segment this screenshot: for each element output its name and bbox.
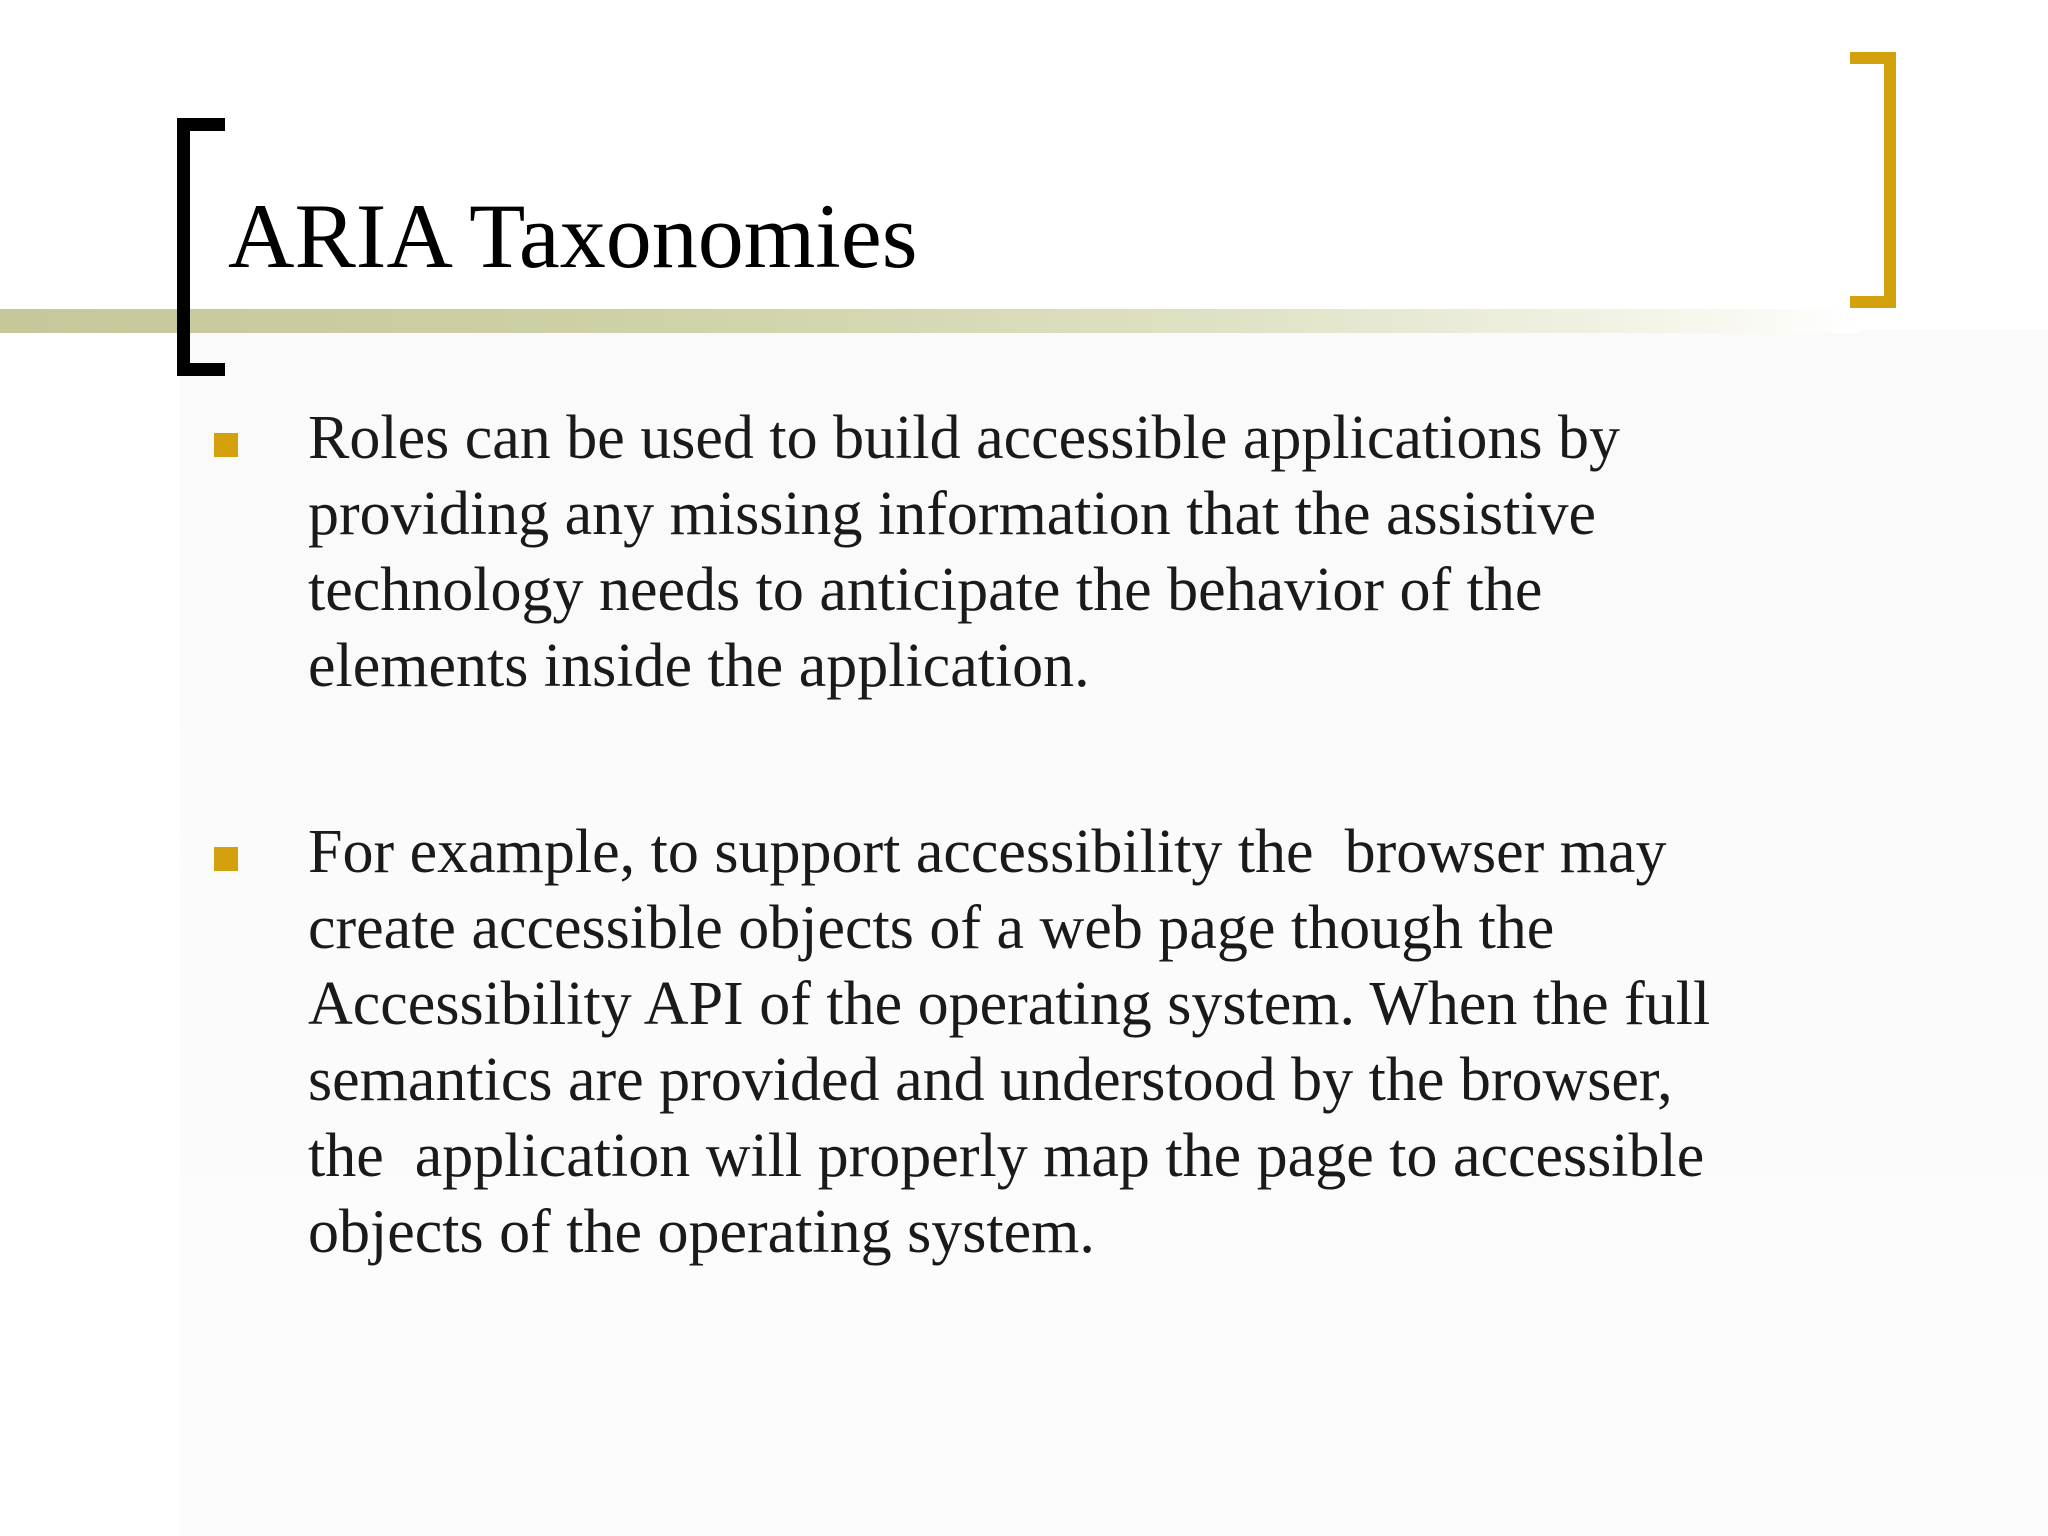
bullet-text <box>308 814 1908 1270</box>
bullet-line: providing any missing information that the assistive <box>308 480 1597 548</box>
bullet-line: the application will properly map the page to accessible <box>308 1122 1705 1190</box>
square-bullet-icon <box>214 433 238 457</box>
bullet-line: create accessible objects of a web page though the <box>308 894 1555 962</box>
left-bracket-decoration <box>177 118 225 376</box>
title-underline-rule <box>0 309 1860 333</box>
right-bracket-decoration <box>1850 52 1896 308</box>
slide-title: ARIA Taxonomies <box>228 185 918 287</box>
bullet-text <box>308 400 1908 704</box>
bullet-line: Roles can be used to build accessible applications by <box>308 404 1620 472</box>
bullet-line: elements inside the application. <box>308 632 1090 700</box>
square-bullet-icon <box>214 847 238 871</box>
bullet-line: For example, to support accessibility the browser may <box>308 818 1667 886</box>
bullet-line: semantics are provided and understood by the browser, <box>308 1046 1673 1114</box>
bullet-line: objects of the operating system. <box>308 1198 1095 1266</box>
bullet-line: Accessibility API of the operating system. When the full <box>308 970 1711 1038</box>
bullet-line: technology needs to anticipate the behavior of the <box>308 556 1543 624</box>
